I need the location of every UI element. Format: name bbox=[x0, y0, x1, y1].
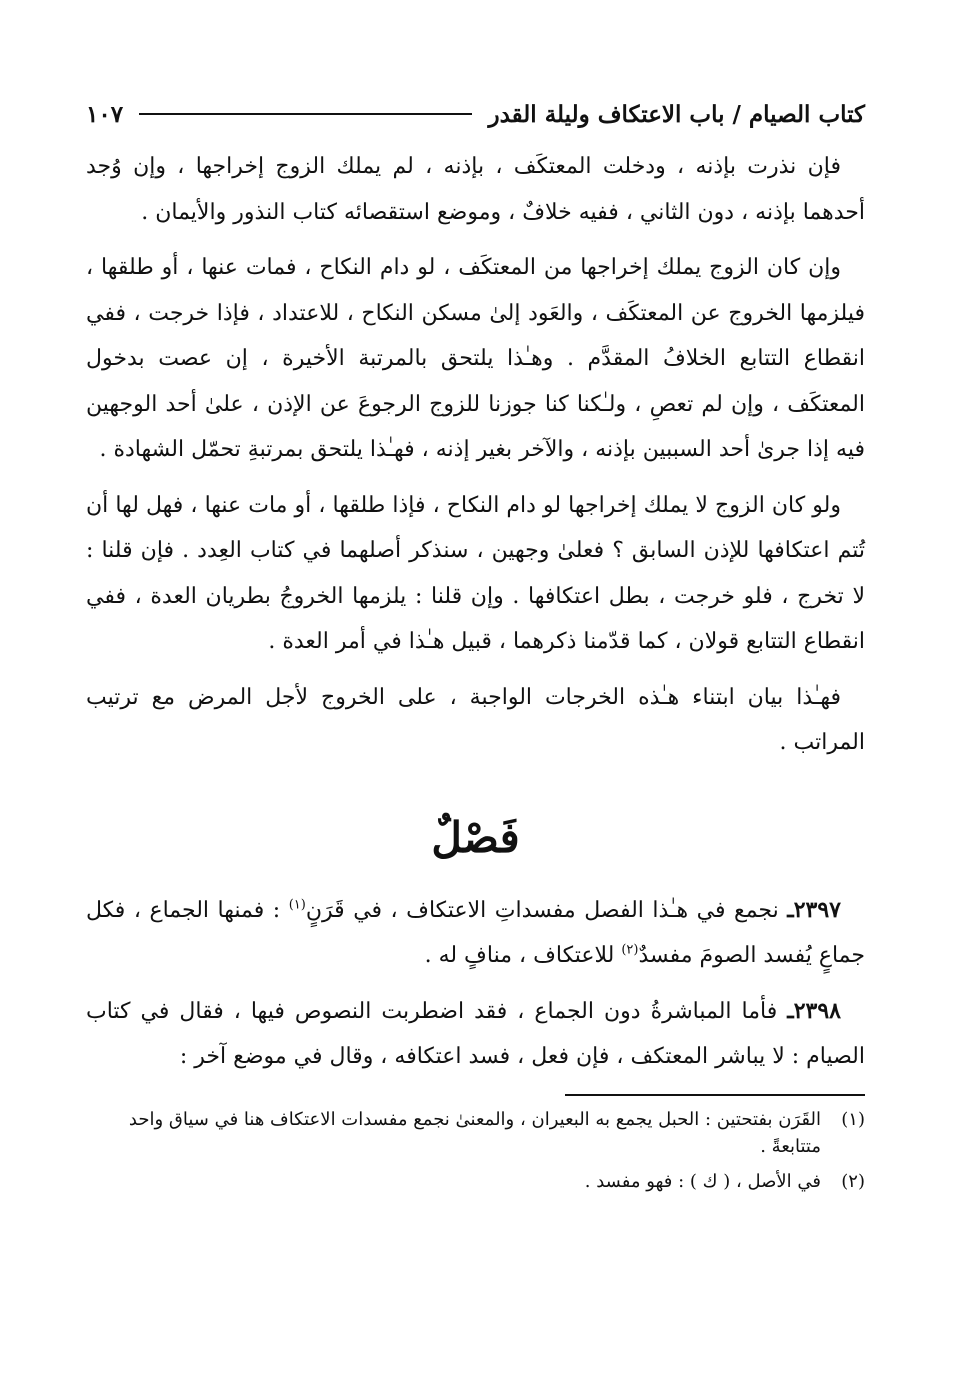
footnote-ref[interactable]: (١) bbox=[288, 897, 306, 913]
paragraph: فهـٰذا بيان ابتناء هـٰذه الخرجات الواجبة ، على الخروج لأجل المرض مع ترتيب المراتب . bbox=[86, 684, 865, 755]
numbered-paragraph bbox=[86, 888, 865, 979]
numbered-paragraph bbox=[86, 989, 865, 1080]
footnote-separator bbox=[565, 1094, 865, 1096]
running-header bbox=[86, 96, 865, 132]
paragraph: فإن نذرت بإذنه ، ودخلت المعتكَف ، بإذنه ، لم يملك الزوج إخراجها ، وإن وُجد أحدهما بإذنه ، دون الثاني ، ففيه خلافٌ ، وموضع استقصائه كتاب النذور والأيمان . bbox=[86, 154, 865, 225]
footnote-ref[interactable]: (٢) bbox=[621, 942, 639, 958]
paragraph-text: : فمنها الجماع ، فكل جماعٍ يُفسد الصومَ مفسدٌ bbox=[86, 897, 865, 968]
paragraph-number: ٢٣٩٨ـ bbox=[787, 997, 841, 1024]
header-title: كتاب الصيام / باب الاعتكاف وليلة القدر bbox=[488, 100, 865, 128]
paragraph-text: نجمع في هـٰذا الفصل مفسداتِ الاعتكاف ، في قَرَنٍ bbox=[305, 897, 788, 923]
footnote-text: القَرَن بفتحتين : الحبل يجمع به البعيران ، والمعنىٰ نجمع مفسدات الاعتكاف هنا في سياق واحد متتابعةً . bbox=[128, 1108, 821, 1157]
paragraph-text: للاعتكاف ، منافٍ له . bbox=[424, 943, 622, 968]
header-rule bbox=[139, 113, 472, 115]
footnote bbox=[86, 1106, 865, 1160]
section-heading bbox=[86, 806, 865, 870]
footnote bbox=[86, 1168, 865, 1195]
footnote-number: (٢) bbox=[841, 1170, 865, 1192]
paragraph: ولو كان الزوج لا يملك إخراجها لو دام النكاح ، فإذا طلقها ، أو مات عنها ، فهل لها أن تُتم اعتكافها للإذن السابق ؟ فعلىٰ وجهين ، سنذكر أصلهما في كتاب العِدد . فإن قلنا : لا تخرج ، فلو خرجت ، بطل اعتكافها . وإن قلنا : يلزمها الخروجُ بطريان العدة ، ففي انقطاع التتابع قولان ، كما قدّمنا ذكرهما ، قبيل هـٰذا في أمر العدة . bbox=[86, 492, 865, 654]
paragraph-text: فأما المباشرةُ دون الجماع ، فقد اضطربت النصوص فيها ، فقال في كتاب الصيام : لا يباشر المعتكف ، فإن فعل ، فسد اعتكافه ، وقال في موضع آخر : bbox=[86, 998, 865, 1069]
section-heading-text: فَصْلٌ bbox=[431, 812, 520, 862]
page-number: ١٠٧ bbox=[86, 100, 124, 128]
footnote-number: (١) bbox=[841, 1108, 865, 1130]
paragraph-number: ٢٣٩٧ـ bbox=[787, 896, 841, 923]
footnote-text: في الأصل ، ( ك ) : فهو مفسد . bbox=[584, 1170, 821, 1192]
body-text bbox=[86, 144, 865, 1080]
paragraph: وإن كان الزوج يملك إخراجها من المعتكَف ، لو دام النكاح ، فمات عنها ، أو طلقها ، فيلزمها الخروج عن المعتكَف ، والعَود إلىٰ مسكن النكاح ، للاعتداد ، فإذا خرجت ، ففي انقطاع التتابع الخلافُ المقدَّم . وهـٰذا يلتحق بالمرتبة الأخيرة ، إن عصت بدخول المعتكَف ، وإن لم تعصِ ، ولـٰكنا كنا جوزنا للزوج الرجوعَ عن الإذن ، علىٰ أحد الوجهين فيه إذا جرىٰ أحد السببين بإذنه ، والآخر بغير إذنه ، فهـٰذا يلتحق بمرتبةِ تحمّل الشهادة . bbox=[86, 255, 865, 462]
